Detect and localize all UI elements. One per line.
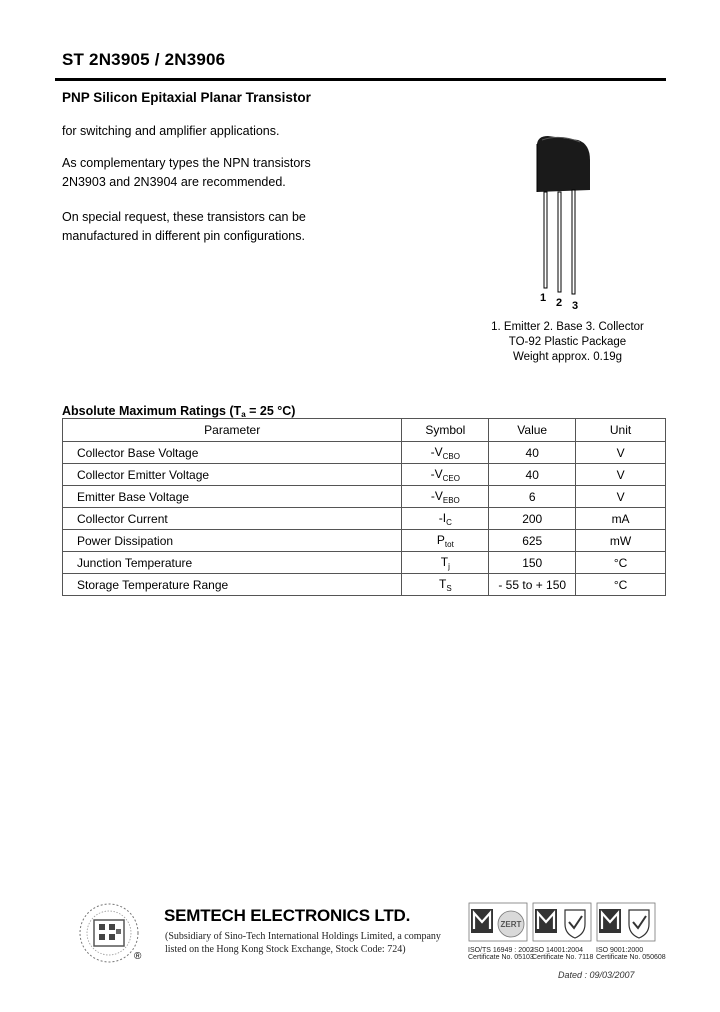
cell-unit: mA [576, 508, 666, 530]
table-row [63, 552, 666, 574]
cert-label: ISO 14001:2004 [532, 947, 583, 954]
document-title: ST 2N3905 / 2N3906 [62, 50, 226, 69]
subsidiary-line1: (Subsidiary of Sino-Tech International Holdings Limited, a company [165, 931, 441, 942]
cell-value: - 55 to + 150 [489, 574, 576, 596]
moody-cert-icon [532, 902, 592, 942]
cell-value: 150 [489, 552, 576, 574]
cert-badge-iso14001 [532, 902, 594, 961]
description-p3 [62, 208, 306, 246]
cell-unit: mW [576, 530, 666, 552]
subsidiary-line2: listed on the Hong Kong Stock Exchange, Stock Code: 724) [165, 944, 406, 955]
cell-unit: °C [576, 552, 666, 574]
cell-value: 40 [489, 442, 576, 464]
package-caption [480, 320, 655, 365]
symbol-main: P [436, 532, 445, 547]
title-rule [55, 78, 666, 81]
ratings-title-text: Absolute Maximum Ratings (T [62, 404, 242, 418]
cell-parameter: Collector Emitter Voltage [63, 464, 402, 486]
cert-label: ISO 9001:2000 [596, 947, 644, 954]
to92-package-drawing [520, 130, 600, 315]
cert-badge-iso9001 [596, 902, 666, 961]
cell-parameter: Collector Base Voltage [63, 442, 402, 464]
table-row [63, 574, 666, 596]
symbol-subscript: S [446, 583, 452, 593]
cert-label: ISO/TS 16949 : 2002 [468, 947, 534, 954]
cell-symbol [402, 530, 489, 552]
cell-parameter: Power Dissipation [63, 530, 402, 552]
description-p2-line2: 2N3903 and 2N3904 are recommended. [62, 175, 286, 189]
symbol-main: -V [430, 444, 443, 459]
description-p3-line1: On special request, these transistors can be [62, 210, 306, 224]
cell-symbol [402, 486, 489, 508]
description-p2-line1: As complementary types the NPN transistors [62, 156, 311, 170]
header-parameter: Parameter [63, 419, 402, 442]
table-row [63, 442, 666, 464]
cell-symbol [402, 574, 489, 596]
symbol-subscript: CEO [442, 473, 460, 483]
cell-symbol [402, 464, 489, 486]
registered-mark: ® [134, 951, 142, 962]
cert-number: Certificate No. 7118 [532, 954, 594, 961]
header-symbol: Symbol [402, 419, 489, 442]
symbol-subscript: j [448, 561, 450, 571]
cell-unit: °C [576, 574, 666, 596]
header-unit: Unit [576, 419, 666, 442]
symbol-subscript: EBO [442, 495, 460, 505]
description-p2 [62, 154, 311, 192]
cell-symbol [402, 552, 489, 574]
package-type: TO-92 Plastic Package [508, 336, 627, 348]
table-header-row [63, 419, 666, 442]
product-subtitle: PNP Silicon Epitaxial Planar Transistor [62, 90, 311, 105]
company-name: SEMTECH ELECTRONICS LTD. [164, 906, 411, 925]
cell-parameter: Junction Temperature [63, 552, 402, 574]
moody-cert-icon [596, 902, 656, 942]
cell-unit: V [576, 442, 666, 464]
ratings-table [62, 418, 666, 596]
moody-cert-icon [468, 902, 528, 942]
company-subsidiary-note [165, 930, 441, 956]
symbol-subscript: C [446, 517, 452, 527]
cell-value: 40 [489, 464, 576, 486]
header-value: Value [489, 419, 576, 442]
svg-text:ZERT: ZERT [500, 920, 522, 929]
symbol-main: T [438, 576, 447, 591]
cert-badge-ts16949 [468, 902, 534, 961]
table-row [63, 486, 666, 508]
symbol-main: T [440, 554, 449, 569]
cert-number: Certificate No. 05103 [468, 954, 534, 961]
table-row [63, 508, 666, 530]
cert-number: Certificate No. 050608 [596, 954, 666, 961]
table-row [63, 530, 666, 552]
pin-label-2: 2 [556, 297, 563, 309]
table-row [63, 464, 666, 486]
pin-label-3: 3 [572, 300, 579, 312]
description-p1: for switching and amplifier applications. [62, 124, 280, 138]
cell-parameter: Storage Temperature Range [63, 574, 402, 596]
cell-parameter: Emitter Base Voltage [63, 486, 402, 508]
ratings-title-sub: a [241, 410, 246, 419]
cell-value: 200 [489, 508, 576, 530]
symbol-subscript: tot [444, 539, 454, 549]
ratings-title-tail: = 25 °C) [245, 404, 296, 418]
symbol-subscript: CBO [442, 451, 460, 461]
cell-symbol [402, 442, 489, 464]
pin-label-1: 1 [540, 292, 547, 304]
cell-value: 625 [489, 530, 576, 552]
semtech-logo-icon [78, 902, 142, 966]
dated-note: Dated : 09/03/2007 [558, 970, 635, 980]
symbol-main: -V [430, 466, 443, 481]
cell-symbol [402, 508, 489, 530]
package-weight: Weight approx. 0.19g [512, 351, 623, 363]
pin-assignment: 1. Emitter 2. Base 3. Collector [491, 321, 644, 333]
ratings-title [62, 404, 295, 419]
symbol-main: -I [438, 510, 447, 525]
symbol-main: -V [430, 488, 443, 503]
description-p3-line2: manufactured in different pin configurations. [62, 229, 305, 243]
cell-unit: V [576, 464, 666, 486]
cell-value: 6 [489, 486, 576, 508]
cell-unit: V [576, 486, 666, 508]
cell-parameter: Collector Current [63, 508, 402, 530]
